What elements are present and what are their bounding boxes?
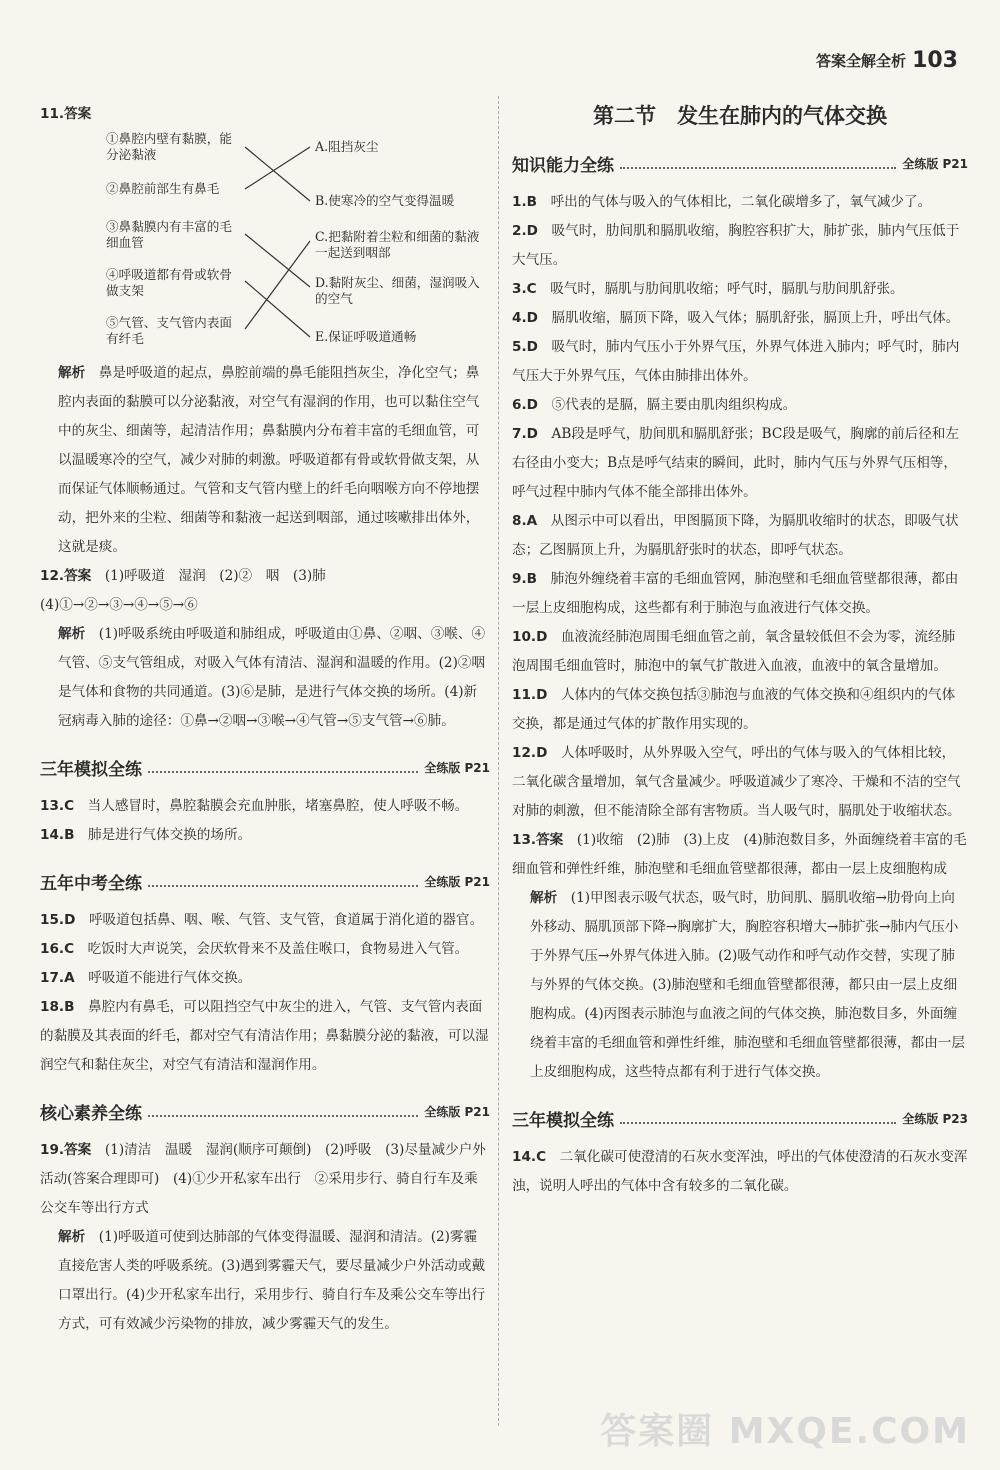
q-num: 11.D [512,687,548,703]
q11-label: 11.答案 [40,106,92,122]
q-text: 吸气时，肋间肌和膈肌收缩，胸腔容积扩大，肺扩张，肺内气压低于大气压。 [512,223,960,268]
r-q12-item [512,739,968,826]
q15-item [40,906,490,935]
match-right-d: D.黏附灰尘、细菌，湿润吸入的空气 [315,275,480,306]
q11-analysis [40,359,490,562]
r-q10-item [512,623,968,681]
match-right-c: C.把黏附着尘粒和细菌的黏液一起送到咽部 [315,229,480,260]
q-num: 7.D [512,426,538,442]
section-dots [620,1112,896,1124]
q-text: 吸气时，肺内气压小于外界气压，外界气体进入肺内；呼气时，肺内气压大于外界气压，气体由肺排出体外。 [512,339,960,384]
section-ref: 全练版 P21 [902,156,968,171]
q-num: 16.C [40,941,75,957]
q-text: 吃饭时大声说笑，会厌软骨来不及盖住喉口，食物易进入气管。 [87,941,469,957]
q-text: 膈肌收缩，膈顶下降，吸入气体；膈肌舒张，膈顶上升，呼出气体。 [551,310,960,326]
q-num: 2.D [512,223,538,239]
r-q7-item [512,420,968,507]
section-header-zhishi [512,146,968,180]
q-num: 6.D [512,397,538,413]
section-name: 三年模拟全练 [40,759,142,780]
r-q1-item [512,188,968,217]
q18-item [40,993,490,1080]
q-text: 血液流经肺泡周围毛细血管之前，氧含量较低但不会为零，流经肺泡周围毛细血管时，肺泡中的氧气扩散进入血液，血液中的氧含量增加。 [512,629,956,674]
analysis-label: 解析 [58,1229,86,1245]
q-num: 8.A [512,513,538,529]
analysis-label: 解析 [58,626,86,642]
q14-item [40,821,490,850]
q-text: 吸气时，膈肌与肋间肌收缩；呼气时，膈肌与肋间肌舒张。 [550,281,904,297]
q-num: 14.B [40,827,75,843]
column-divider [498,96,499,1426]
section-name: 三年模拟全练 [512,1110,614,1131]
q-num: 1.B [512,194,537,210]
q-num: 12.D [512,745,548,761]
analysis-label: 解析 [58,365,86,381]
section-ref: 全练版 P21 [424,874,490,889]
q13-label: 13.答案 [512,832,564,848]
section-header-hexin [40,1094,490,1128]
r-q13-answer [512,826,968,884]
analysis-text: (1)呼吸系统由呼吸道和肺组成，呼吸道由①鼻、②咽、③喉、④气管、⑤支气管组成，对吸入气体有清洁、湿润和温暖的作用。(2)②咽是气体和食物的共同通道。(3)⑥是肺，是进行气体交换的场所。(4)新冠病毒入肺的途径：①鼻→②咽→③喉→④气管→⑤支气管→⑥肺。 [58,626,486,729]
answer-text: (1)清洁 温暖 湿润(顺序可颠倒) (2)呼吸 (3)尽量减少户外活动(答案合理即可) (4)①少开私家车出行 ②采用步行、骑自行车及乘公交车等出行方式 [40,1142,486,1216]
r-q11-item [512,681,968,739]
r-q2-item [512,217,968,275]
section-ref: 全练版 P23 [902,1111,968,1126]
q-num: 5.D [512,339,538,355]
q-text: 肺泡外缠绕着丰富的毛细血管网，肺泡壁和毛细血管壁都很薄，都由一层上皮细胞构成，这些都有利于肺泡与血液进行气体交换。 [512,571,959,616]
q-text: 当人感冒时，鼻腔黏膜会充血肿胀，堵塞鼻腔，使人呼吸不畅。 [87,798,469,814]
q-num: 10.D [512,629,548,645]
r-q5-item [512,333,968,391]
r-q14-item [512,1143,968,1201]
q-text: 人体呼吸时，从外界吸入空气，呼出的气体与吸入的气体相比较，二氧化碳含量增加，氧气含量减少。呼吸道减少了寒冷、干燥和不洁的空气对肺的刺激，但不能清除全部有害物质。当人吸气时，膈肌处于收缩状态。 [512,745,961,819]
section-header-sannian-2 [512,1101,968,1135]
q-num: 9.B [512,571,537,587]
analysis-label: 解析 [530,890,558,906]
page-number: 103 [912,48,958,73]
q-num: 17.A [40,970,75,986]
r-q3-item [512,275,968,304]
section-dots [148,875,418,887]
analysis-text: (1)呼吸道可使到达肺部的气体变得温暖、湿润和清洁。(2)雾霾直接危害人类的呼吸系统。(3)遇到雾霾天气，要尽量减少户外活动或戴口罩出行。(4)少开私家车出行，采用步行、骑自行车及乘公交车等出行方式，可有效减少污染物的排放，减少雾霾天气的发生。 [58,1229,486,1332]
section-ref: 全练版 P21 [424,1104,490,1119]
match-right-a: A.阻挡灰尘 [315,139,379,154]
q-text: 二氧化碳可使澄清的石灰水变浑浊，呼出的气体使澄清的石灰水变浑浊，说明人呼出的气体中含有较多的二氧化碳。 [512,1149,968,1194]
match-left-2: ②鼻腔前部生有鼻毛 [106,181,220,196]
section-header-sannian [40,750,490,784]
match-right-b: B.使寒冷的空气变得温暖 [315,193,455,208]
q-text: 从图示中可以看出，甲图膈顶下降，为膈肌收缩时的状态，即吸气状态；乙图膈顶上升，为膈肌舒张时的状态，即呼气状态。 [512,513,959,558]
section-name: 五年中考全练 [40,873,142,894]
match-left-4: ④呼吸道都有骨或软骨做支架 [106,267,232,298]
r-q4-item [512,304,968,333]
q-text: 人体内的气体交换包括③肺泡与血液的气体交换和④组织内的气体交换，都是通过气体的扩散作用实现的。 [512,687,956,732]
q-num: 3.C [512,281,537,297]
q12-label: 12.答案 [40,568,92,584]
q19-answer [40,1136,490,1223]
page-header [816,48,958,73]
section-header-wunian [40,864,490,898]
matching-diagram [70,129,490,359]
q17-item [40,964,490,993]
match-right-e: E.保证呼吸道通畅 [315,329,417,344]
r-q8-item [512,507,968,565]
match-left-5: ⑤气管、支气管内表面有纤毛 [106,315,232,346]
q-text: 肺是进行气体交换的场所。 [88,827,252,843]
q19-analysis [40,1223,490,1339]
q16-item [40,935,490,964]
q-text: 呼出的气体与吸入的气体相比，二氧化碳增多了，氧气减少了。 [550,194,932,210]
q-num: 13.C [40,798,75,814]
r-q6-item [512,391,968,420]
section-dots [148,1105,418,1117]
section-ref: 全练版 P21 [424,760,490,775]
q12-answer [40,562,490,620]
q-text: 呼吸道包括鼻、咽、喉、气管、支气管，食道属于消化道的器官。 [88,912,484,928]
section-dots [620,157,896,169]
match-left-3: ③鼻黏膜内有丰富的毛细血管 [106,219,232,250]
q-num: 18.B [40,999,75,1015]
q12-analysis [40,620,490,736]
q13-item [40,792,490,821]
left-column [40,100,490,1339]
r-q13-analysis [512,884,968,1087]
analysis-text: (1)甲图表示吸气状态，吸气时，肋间肌、膈肌收缩→肋骨向上向外移动、膈肌顶部下降→胸廓扩大，胸腔容积增大→肺扩张→肺内气压小于外界气压→外界气体进入肺。(2)吸气动作和呼气动作交替，实现了肺与外界的气体交换。(3)肺泡壁和毛细血管壁都很薄，都只由一层上皮细胞构成。(4)丙图表示肺泡与血液之间的气体交换，肺泡数目多，外面缠绕着丰富的毛细血管和弹性纤维，肺泡壁和毛细血管壁都很薄，都由一层上皮细胞构成，这些特点都有利于进行气体交换。 [530,890,965,1080]
q-text: 鼻腔内有鼻毛，可以阻挡空气中灰尘的进入，气管、支气管内表面的黏膜及其表面的纤毛，都对空气有清洁作用；鼻黏膜分泌的黏液，可以湿润空气和黏住灰尘，对空气有清洁和湿润作用。 [40,999,489,1073]
q11-block [40,100,490,129]
q19-label: 19.答案 [40,1142,92,1158]
q-num: 15.D [40,912,76,928]
answer-text: (1)呼吸道 湿润 (2)② 咽 (3)肺 (4)①→②→③→④→⑤→⑥ [40,568,340,613]
answer-text: (1)收缩 (2)肺 (3)上皮 (4)肺泡数目多，外面缠绕着丰富的毛细血管和弹性纤维，肺泡壁和毛细血管壁都很薄，都由一层上皮细胞构成 [512,832,967,877]
watermark-logo: 答案圈 MXQE.COM [600,1411,970,1452]
r-q9-item [512,565,968,623]
section-dots [148,761,418,773]
chapter-title: 第二节 发生在肺内的气体交换 [593,104,887,128]
q-text: 呼吸道不能进行气体交换。 [88,970,252,986]
right-column [512,96,968,1201]
match-left-1: ①鼻腔内壁有黏膜，能分泌黏液 [106,131,232,162]
section-name: 知识能力全练 [512,155,614,176]
q-text: AB段是呼气，肋间肌和膈肌舒张；BC段是吸气，胸廓的前后径和左右径由小变大；B点是呼气结束的瞬间，此时，肺内气压与外界气压相等，呼气过程中肺内气体不能全部排出体外。 [512,426,959,500]
q-text: ⑤代表的是膈，膈主要由肌肉组织构成。 [551,397,797,413]
section-name: 核心素养全练 [40,1103,142,1124]
q-num: 4.D [512,310,538,326]
header-title: 答案全解全析 [816,52,907,70]
q-num: 14.C [512,1149,547,1165]
analysis-text: 鼻是呼吸道的起点，鼻腔前端的鼻毛能阻挡灰尘，净化空气；鼻腔内表面的黏膜可以分泌黏液，对空气有湿润的作用，也可以黏住空气中的灰尘、细菌等，起清洁作用；鼻黏膜内分布着丰富的毛细血管，可以温暖寒冷的空气，减少对肺的刺激。呼吸道都有骨或软骨做支架，从而保证气体顺畅通过。气管和支气管内壁上的纤毛向咽喉方向不停地摆动，把外来的尘粒、细菌等和黏液一起送到咽部，通过咳嗽排出体外，这就是痰。 [58,365,480,555]
